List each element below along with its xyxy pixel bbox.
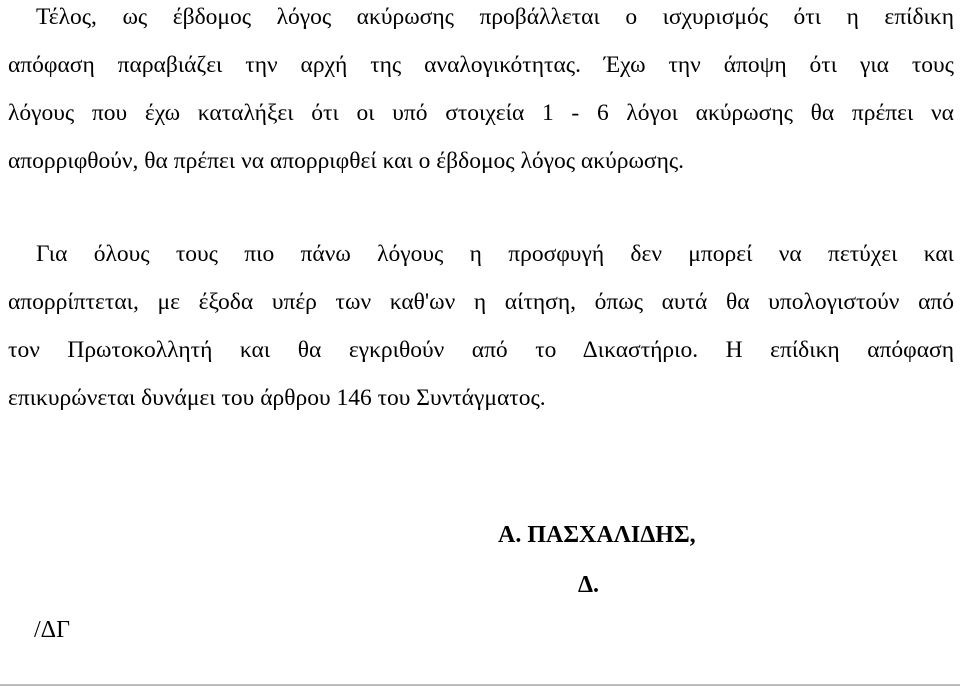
paragraph-line: απόφαση παραβιάζει την αρχή της αναλογικότητας. Έχω την άποψη ότι για τους: [8, 52, 954, 78]
paragraph-line: Τέλος, ως έβδομος λόγος ακύρωσης προβάλλεται ο ισχυρισμός ότι η επίδικη: [36, 4, 954, 30]
signature-title: Δ.: [578, 572, 600, 598]
paragraph-line: επικυρώνεται δυνάμει του άρθρου 146 του Συντάγματος.: [8, 385, 546, 411]
paragraph-seventh-ground: [8, 0, 954, 185]
typist-initials: /ΔΓ: [34, 617, 70, 643]
paragraph-line: λόγους που έχω καταλήξει ότι οι υπό στοιχεία 1 - 6 λόγοι ακύρωσης θα πρέπει να: [8, 100, 954, 126]
paragraph-line: απορρίπτεται, με έξοδα υπέρ των καθ'ων η αίτηση, όπως αυτά θα υπολογιστούν από: [8, 289, 954, 315]
page-bottom-divider: [0, 684, 960, 686]
paragraph-line: τον Πρωτοκολλητή και θα εγκριθούν από το Δικαστήριο. Η επίδικη απόφαση: [8, 337, 954, 363]
paragraph-conclusion: [8, 230, 954, 422]
signature-name: Α. ΠΑΣΧΑΛΙΔΗΣ,: [498, 522, 696, 548]
paragraph-line: απορριφθούν, θα πρέπει να απορριφθεί και ο έβδομος λόγος ακύρωσης.: [8, 148, 685, 174]
paragraph-line: Για όλους τους πιο πάνω λόγους η προσφυγή δεν μπορεί να πετύχει και: [36, 241, 954, 267]
